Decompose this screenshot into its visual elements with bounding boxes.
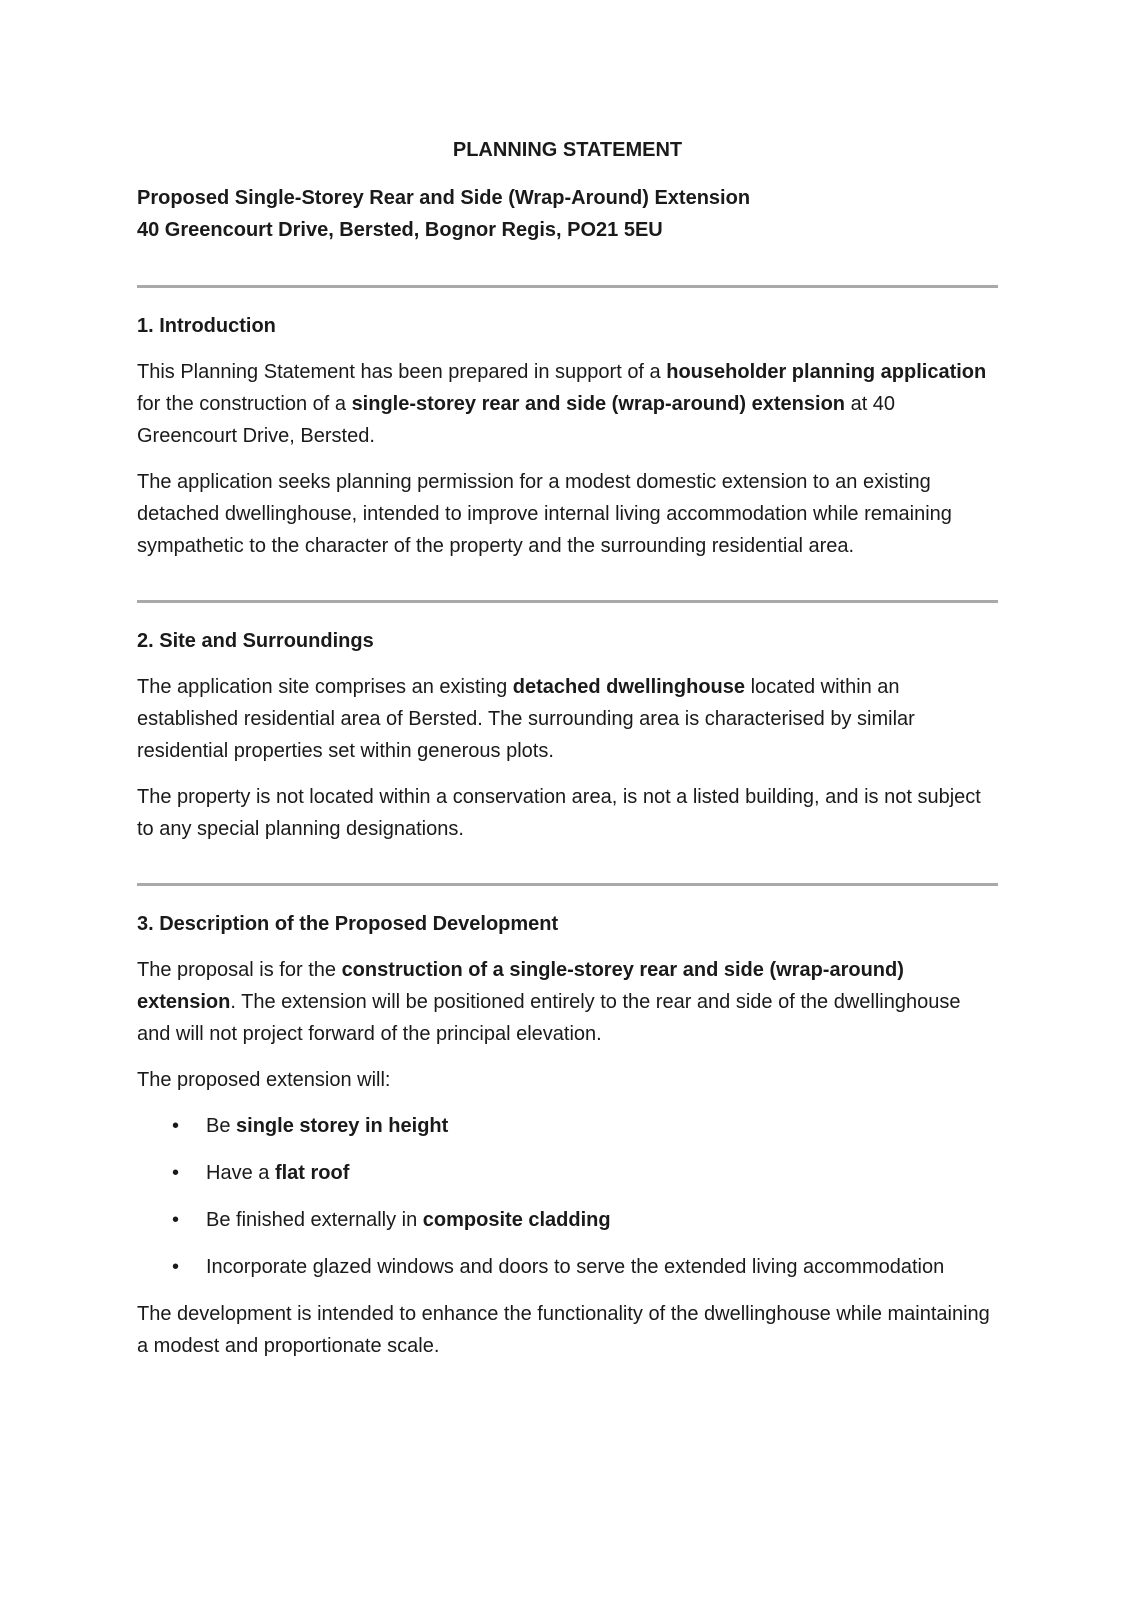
list-item: • Incorporate glazed windows and doors to serve the extended living accommodation <box>137 1251 998 1283</box>
paragraph: The development is intended to enhance the functionality of the dwellinghouse while maintaining a modest and proportionate scale. <box>137 1303 990 1357</box>
bullet-icon: • <box>172 1256 180 1278</box>
document-subtitle <box>137 182 998 246</box>
paragraph: The application seeks planning permission for a modest domestic extension to an existing detached dwellinghouse, intended to improve internal living accommodation while remaining sympathetic to the character of the property and the surrounding residential area. <box>137 471 952 557</box>
bullet-icon: • <box>172 1115 180 1137</box>
section-heading: 1. Introduction <box>137 315 276 337</box>
paragraph: The proposed extension will: <box>137 1069 391 1091</box>
section-heading: 2. Site and Surroundings <box>137 630 374 652</box>
document-title: PLANNING STATEMENT <box>452 139 683 161</box>
section-introduction <box>137 312 998 562</box>
list-item: • Be single storey in height <box>137 1110 998 1142</box>
paragraph: The property is not located within a conservation area, is not a listed building, and is not subject to any special planning designations. <box>137 786 981 840</box>
section-description <box>137 910 998 1362</box>
section-site-and-surroundings <box>137 627 998 845</box>
list-item: • Have a flat roof <box>137 1157 998 1189</box>
section-heading: 3. Description of the Proposed Development <box>137 913 559 935</box>
section-divider <box>137 600 998 603</box>
subtitle-line-2: 40 Greencourt Drive, Bersted, Bognor Regis, PO21 5EU <box>137 219 663 241</box>
section-divider <box>137 883 998 886</box>
paragraph: This Planning Statement has been prepared in support of a householder planning application for the construction of a single-storey rear and side (wrap-around) extension at 40 Greencourt Drive, Bersted. <box>137 361 987 447</box>
bullet-icon: • <box>172 1209 180 1231</box>
subtitle-line-1: Proposed Single-Storey Rear and Side (Wrap-Around) Extension <box>137 187 751 209</box>
paragraph: The proposal is for the construction of a single-storey rear and side (wrap-around) extension. The extension will be positioned entirely to the rear and side of the dwellinghouse and will not project forward of the principal elevation. <box>137 959 961 1045</box>
paragraph: The application site comprises an existing detached dwellinghouse located within an established residential area of Bersted. The surrounding area is characterised by similar residential properties set within generous plots. <box>137 676 915 762</box>
list-item: • Be finished externally in composite cladding <box>137 1204 998 1236</box>
section-divider <box>137 285 998 288</box>
bullet-list <box>137 1110 998 1283</box>
bullet-icon: • <box>172 1162 180 1184</box>
